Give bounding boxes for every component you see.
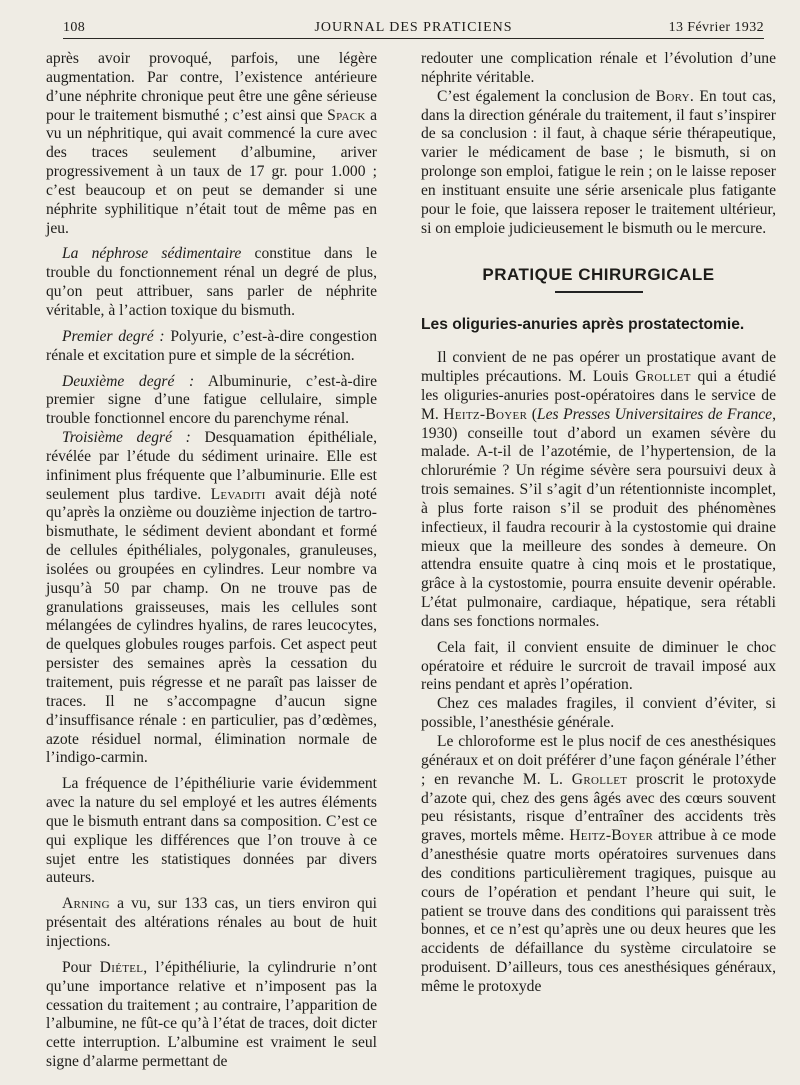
section-title: PRATIQUE CHIRURGICALE (482, 265, 715, 285)
section-divider (555, 291, 643, 293)
paragraph: Cela fait, il convient ensuite de diminuer le choc opératoire et réduire le surcroit de travail imposé aux reins pendant et après l’opération. (421, 638, 776, 694)
journal-title: JOURNAL DES PRATICIENS (314, 20, 513, 35)
paragraph: redouter une complication rénale et l’évolution d’une néphrite véritable. (421, 50, 776, 86)
paragraph: Il convient de ne pas opérer un prostatique avant de multiples précautions. M. Louis Grollet qui a étudié les oliguries-anuries post-opératoires dans le service de M. Heitz-Boyer (Les Presses Universitaires de France, 1930) conseille tout d’abord un examen sévère du malade. A-t-il de l’azotémie, de l’hypertension, de la chlorurémie ? Un régime sévère sera poursuivi deux à trois semaines. S’il s’agit d’un rétentionniste incomplet, à plus forte raison s’il se produit des phénomènes infectieux, il faudra recourir à la cystostomie qui draine mieux que la meilleure des sondes à demeure. On attendra ensuite quatre à cinq mois et le prostatique, grâce à la cystostomie, pourra ensuite devenir opérable. L’état pulmonaire, cardiaque, hépatique, sera rétabli dans ses fonctions normales. (421, 349, 777, 630)
paragraph: La néphrose sédimentaire constitue dans le trouble du fonctionnement rénal un degré de plus, qu’on peut attribuer, sans parler de néphrite véritable, à l’action toxique du bismuth. (46, 245, 377, 319)
author-name: Bory (655, 87, 690, 105)
italic-term: Deuxième degré : (62, 372, 195, 390)
author-name: Grollet (635, 367, 691, 385)
paragraph: Deuxième degré : Albuminurie, c’est-à-dire premier signe d’une fatigue cellulaire, simple trouble fonctionnel encore du parenchyme rénal. (46, 372, 377, 428)
paragraph: Troisième degré : Desquamation épithéliale, révélée par l’étude du sédiment urinaire. Elle est infiniment plus fréquente que l’albuminurie. Elle est seulement plus tardive. Levaditi avait déjà noté qu’après la onzième ou douzième injection de tartro-bismuthate, le sédiment devient abondant et formé de cellules épithéliales, polygonales, granuleuses, isolées ou groupées en cylindres. Leur nombre va jusqu’à 50 par champ. On ne trouve pas de granulations graisseuses, mais les cellules sont mélangées de cylindres hyalins, de rares leucocytes, de quelques globules rouges parfois. Cet aspect peut persister des semaines après la cessation du traitement, puis régresse et ne paraît pas laisser de traces. Il ne s’accompagne d’aucun signe d’insuffisance rénale : en particulier, pas d’œdèmes, azote résiduel normal, élimination normale de l’indigo-carmin. (46, 429, 377, 767)
issue-date: 13 Février 1932 (668, 20, 764, 35)
author-name: Arning (62, 895, 110, 913)
author-name: Heitz-Boyer (569, 827, 654, 845)
article-title: Les oliguries-anuries après prostatectomie. (421, 316, 745, 334)
page-header (63, 14, 764, 39)
paragraph: C’est également la conclusion de Bory. En tout cas, dans la direction générale du traitement, il faut s’inspirer de sa conclusion : il faut, à chaque série thérapeutique, varier le médicament de base ; le bismuth, si on prolonge son emploi, fatigue le rein ; on le laisse reposer en instituant ensuite une série arsenicale plus fatigante pour le foie, que laissera reposer le traitement ultérieur, si on emploie judicieusement le bismuth ou le mercure. (421, 87, 776, 237)
paragraph: Le chloroforme est le plus nocif de ces anesthésiques généraux et on doit préférer d’une façon générale l’éther ; en revanche M. L. Grollet proscrit le protoxyde d’azote qui, chez des gens âgés avec des cœurs souvent peu résistants, risque d’entraîner des accidents très graves, mortels même. Heitz-Boyer attribue à ce mode d’anesthésie quatre morts opératoires survenues dans des conditions particulièrement tragiques, puisque au cours de l’opération et pendant l’heure qui suit, le patient se trouve dans des conditions qui paraissent très bonnes, et ce n’est qu’après une ou deux heures que les accidents de défaillance du système circulatoire se produisent. D’ailleurs, tous ces anesthésiques généraux, même le protoxyde (421, 733, 776, 995)
paragraph: Arning a vu, sur 133 cas, un tiers environ qui présentait des altérations rénales au bout de huit injections. (46, 895, 377, 950)
author-name: Heitz-Boyer (443, 405, 528, 423)
paragraph: Pour Diétel, l’épithéliurie, la cylindrurie n’ont qu’une importance relative et n’imposent pas la cessation du traitement ; au contraire, l’apparition de l’albumine, ne fût-ce qu’à l’état de traces, doit dicter cette interruption. L’albumine est vraiment le seul signe d’alarme permettant de (46, 958, 377, 1071)
author-name: Grollet (571, 770, 628, 788)
paragraph: La fréquence de l’épithéliurie varie évidemment avec la nature du sel employé et les autres éléments que le bismuth entrant dans sa composition. C’est ce qui explique les différences que l’on trouve à ce sujet entre les statistiques données par divers auteurs. (46, 775, 377, 887)
left-column (46, 50, 377, 1072)
page-number: 108 (63, 20, 86, 35)
italic-term: Troisième degré : (62, 429, 191, 447)
author-name: Diétel (99, 958, 144, 976)
author-name: Levaditi (210, 485, 266, 503)
paragraph: après avoir provoqué, parfois, une légère augmentation. Par contre, l’existence antérieure d’une néphrite chronique peut être une gêne sérieuse pour le traitement bismuthé ; c’est ainsi que Spack a vu un néphritique, qui avait commencé la cure avec des traces seulement d’albumine, ariver progressivement à un taux de 17 gr. pour 1.000 ; c’est beaucoup et on peut se demander si une néphrite syphilitique n’était tout de même pas en jeu. (46, 50, 377, 237)
right-column (421, 50, 776, 997)
author-name: Spack (327, 106, 366, 124)
paragraph: Chez ces malades fragiles, il convient d’éviter, si possible, l’anesthésie générale. (421, 695, 776, 732)
paragraph: Premier degré : Polyurie, c’est-à-dire congestion rénale et excitation pure et simple de la sécrétion. (46, 327, 377, 364)
italic-term: La néphrose sédimentaire (62, 245, 242, 263)
italic-term: Premier degré : (62, 327, 165, 345)
publisher-title: Les Presses Universitaires de France (536, 405, 773, 423)
